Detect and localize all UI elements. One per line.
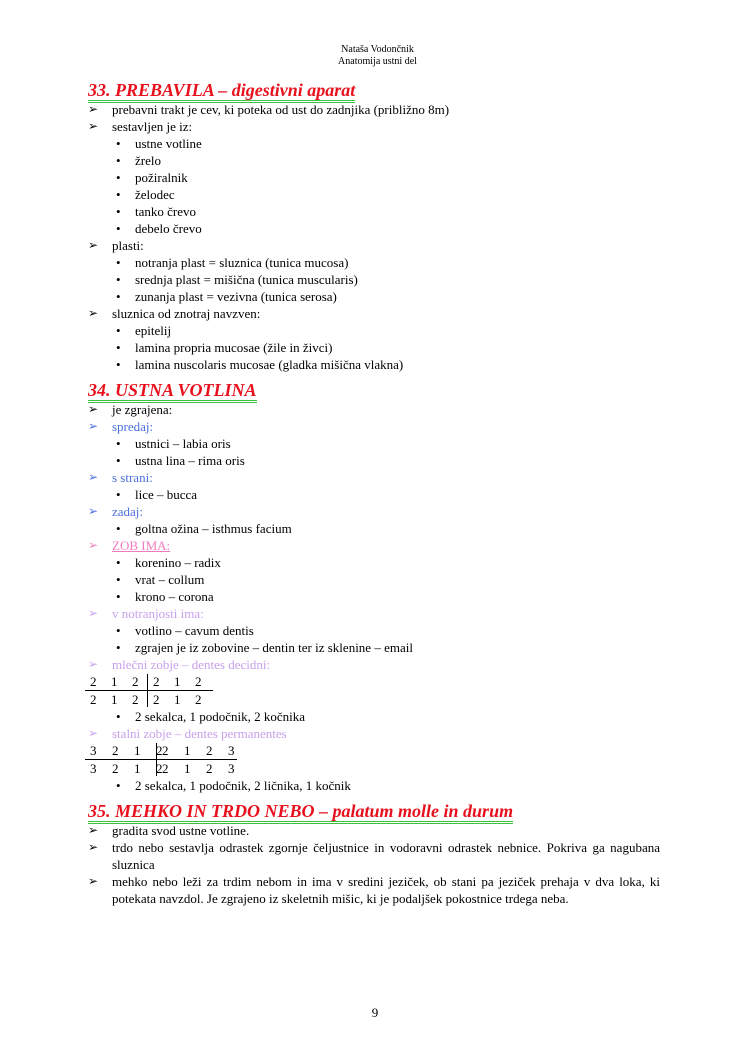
arrow-bullet-icon: ➢ <box>88 306 99 320</box>
list-item-text: lamina propria mucosae (žile in živci) <box>135 340 333 355</box>
list-item-text: je zgrajena: <box>112 402 173 417</box>
tooth-count: 2 <box>153 692 160 707</box>
arrow-bullet-icon: ➢ <box>88 470 99 484</box>
list-item-text: ustna lina – rima oris <box>135 453 245 468</box>
bullet-list-item <box>88 435 660 452</box>
bullet-list-item <box>88 777 660 794</box>
list-item-text: krono – corona <box>135 589 214 604</box>
list-item-text: notranja plast = sluznica (tunica mucosa) <box>135 255 349 270</box>
list-item-text: prebavni trakt je cev, ki poteka od ust do zadnjika (približno 8m) <box>112 102 450 117</box>
section-title: 34. USTNA VOTLINA <box>88 380 257 403</box>
arrow-bullet-icon: ➢ <box>88 874 99 888</box>
list-item-text: lamina nuscolaris mucosae (gladka mišična vlakna) <box>135 357 404 372</box>
bullet-icon: • <box>116 357 121 372</box>
arrow-list-item <box>88 839 660 873</box>
tooth-count: 2 <box>162 743 169 758</box>
tooth-count: 2 <box>156 743 163 758</box>
tooth-formula-row <box>85 760 237 777</box>
tooth-count: 3 <box>228 743 235 758</box>
bullet-icon: • <box>116 453 121 468</box>
section-heading <box>88 79 660 101</box>
tooth-count: 2 <box>162 761 169 776</box>
bullet-list-item <box>88 571 660 588</box>
list-item-text: požiralnik <box>135 170 188 185</box>
tooth-count: 2 <box>90 692 97 707</box>
arrow-bullet-icon: ➢ <box>88 823 99 837</box>
arrow-list-item <box>88 656 660 673</box>
bullet-icon: • <box>116 187 121 202</box>
tooth-count: 2 <box>132 674 139 689</box>
tooth-formula-divider <box>147 674 148 690</box>
list-item-text: vrat – collum <box>135 572 205 587</box>
page-header <box>0 44 750 68</box>
arrow-list-item <box>88 537 660 554</box>
header-subject: Anatomija ustni del <box>338 56 417 67</box>
bullet-list-item <box>88 186 660 203</box>
tooth-count: 1 <box>184 743 191 758</box>
bullet-icon: • <box>116 555 121 570</box>
list-item-text: votlino – cavum dentis <box>135 623 254 638</box>
arrow-bullet-icon: ➢ <box>88 726 99 740</box>
bullet-icon: • <box>116 778 121 793</box>
arrow-bullet-icon: ➢ <box>88 119 99 133</box>
arrow-list-item <box>88 822 660 839</box>
list-item-text: ustne votline <box>135 136 202 151</box>
tooth-count: 1 <box>174 674 181 689</box>
arrow-list-item <box>88 305 660 322</box>
list-item-text: zadaj: <box>112 504 144 519</box>
section-heading <box>88 800 660 822</box>
bullet-list-item <box>88 356 660 373</box>
list-item-text: srednja plast = mišična (tunica muscularis) <box>135 272 358 287</box>
section-title: 33. PREBAVILA – digestivni aparat <box>88 80 355 103</box>
list-item-text: spredaj: <box>112 419 154 434</box>
bullet-icon: • <box>116 709 121 724</box>
list-item-text: v notranjosti ima: <box>112 606 204 621</box>
list-item-text: zunanja plast = vezivna (tunica serosa) <box>135 289 337 304</box>
bullet-icon: • <box>116 255 121 270</box>
list-item-text: zgrajen je iz zobovine – dentin ter iz sklenine – email <box>135 640 413 655</box>
list-item-text: 2 sekalca, 1 podočnik, 2 ličnika, 1 kočnik <box>135 778 351 793</box>
bullet-list-item <box>88 288 660 305</box>
tooth-count: 1 <box>174 692 181 707</box>
tooth-formula-divider <box>147 691 148 707</box>
arrow-bullet-icon: ➢ <box>88 538 99 552</box>
bullet-list-item <box>88 135 660 152</box>
page-number: 9 <box>371 1005 379 1020</box>
bullet-icon: • <box>116 272 121 287</box>
arrow-list-item <box>88 418 660 435</box>
list-item-text: ustnici – labia oris <box>135 436 231 451</box>
bullet-icon: • <box>116 221 121 236</box>
bullet-icon: • <box>116 521 121 536</box>
arrow-bullet-icon: ➢ <box>88 657 99 671</box>
bullet-icon: • <box>116 323 121 338</box>
list-item-text: mehko nebo leži za trdim nebom in ima v sredini jeziček, ob stani pa jeziček prehaja v dva loka, ki potekata navzdol. Je zgrajeno iz skeletnih mišic, ki je podaljšek pokostnice trdega neba. <box>112 874 660 906</box>
bullet-icon: • <box>116 589 121 604</box>
bullet-list-item <box>88 203 660 220</box>
tooth-count: 3 <box>90 743 97 758</box>
list-item-text: žrelo <box>135 153 161 168</box>
bullet-list-item <box>88 271 660 288</box>
tooth-count: 1 <box>184 761 191 776</box>
bullet-list-item <box>88 254 660 271</box>
bullet-list-item <box>88 452 660 469</box>
tooth-count: 2 <box>195 674 202 689</box>
tooth-count: 2 <box>156 761 163 776</box>
list-item-text: goltna ožina – isthmus facium <box>135 521 292 536</box>
arrow-list-item <box>88 725 660 742</box>
bullet-list-item <box>88 520 660 537</box>
tooth-count: 2 <box>112 743 119 758</box>
bullet-list-item <box>88 554 660 571</box>
bullet-list-item <box>88 169 660 186</box>
bullet-icon: • <box>116 340 121 355</box>
bullet-list-item <box>88 220 660 237</box>
arrow-bullet-icon: ➢ <box>88 102 99 116</box>
bullet-icon: • <box>116 170 121 185</box>
bullet-list-item <box>88 639 660 656</box>
tooth-count: 2 <box>153 674 160 689</box>
tooth-count: 2 <box>195 692 202 707</box>
list-item-text: s strani: <box>112 470 153 485</box>
list-item-text: lice – bucca <box>135 487 198 502</box>
section-heading <box>88 379 660 401</box>
tooth-count: 3 <box>90 761 97 776</box>
bullet-list-item <box>88 322 660 339</box>
list-item-text: mlečni zobje – dentes decidni: <box>112 657 271 672</box>
tooth-count: 2 <box>132 692 139 707</box>
tooth-formula-row <box>85 742 237 760</box>
arrow-bullet-icon: ➢ <box>88 840 99 854</box>
bullet-list-item <box>88 622 660 639</box>
arrow-bullet-icon: ➢ <box>88 238 99 252</box>
document-body <box>88 79 660 907</box>
list-item-text: 2 sekalca, 1 podočnik, 2 kočnika <box>135 709 306 724</box>
bullet-icon: • <box>116 204 121 219</box>
tooth-count: 1 <box>111 692 118 707</box>
bullet-icon: • <box>116 623 121 638</box>
section-title: 35. MEHKO IN TRDO NEBO – palatum molle in durum <box>88 801 513 824</box>
list-item-text: trdo nebo sestavlja odrastek zgornje čeljustnice in vodoravni odrastek nebnice. Pokriva ga nagubana sluznica <box>112 840 660 872</box>
arrow-list-item <box>88 503 660 520</box>
bullet-list-item <box>88 486 660 503</box>
arrow-list-item <box>88 237 660 254</box>
bullet-icon: • <box>116 436 121 451</box>
tooth-count: 2 <box>112 761 119 776</box>
bullet-icon: • <box>116 136 121 151</box>
list-item-text: sluznica od znotraj navzven: <box>112 306 261 321</box>
bullet-list-item <box>88 152 660 169</box>
arrow-list-item <box>88 873 660 907</box>
list-item-text: debelo črevo <box>135 221 202 236</box>
list-item-text: epitelij <box>135 323 172 338</box>
list-item-text: sestavljen je iz: <box>112 119 193 134</box>
arrow-bullet-icon: ➢ <box>88 504 99 518</box>
arrow-list-item <box>88 101 660 118</box>
bullet-icon: • <box>116 640 121 655</box>
tooth-formula-row <box>85 691 213 708</box>
bullet-icon: • <box>116 289 121 304</box>
arrow-list-item <box>88 401 660 418</box>
bullet-list-item <box>88 339 660 356</box>
list-item-text: ZOB IMA: <box>112 538 171 553</box>
tooth-count: 3 <box>228 761 235 776</box>
tooth-formula-row <box>85 673 213 691</box>
bullet-list-item <box>88 588 660 605</box>
arrow-list-item <box>88 605 660 622</box>
bullet-icon: • <box>116 487 121 502</box>
arrow-bullet-icon: ➢ <box>88 606 99 620</box>
list-item-text: plasti: <box>112 238 144 253</box>
tooth-count: 2 <box>206 743 213 758</box>
header-author: Nataša Vodončnik <box>341 44 414 55</box>
bullet-list-item <box>88 708 660 725</box>
list-item-text: stalni zobje – dentes permanentes <box>112 726 287 741</box>
list-item-text: tanko črevo <box>135 204 197 219</box>
list-item-text: korenino – radix <box>135 555 221 570</box>
list-item-text: želodec <box>135 187 175 202</box>
tooth-count: 2 <box>206 761 213 776</box>
tooth-count: 1 <box>111 674 118 689</box>
list-item-text: gradita svod ustne votline. <box>112 823 250 838</box>
bullet-icon: • <box>116 153 121 168</box>
tooth-count: 2 <box>90 674 97 689</box>
arrow-bullet-icon: ➢ <box>88 419 99 433</box>
bullet-icon: • <box>116 572 121 587</box>
tooth-count: 1 <box>134 743 141 758</box>
tooth-formula-divider <box>156 760 157 776</box>
arrow-bullet-icon: ➢ <box>88 402 99 416</box>
tooth-count: 1 <box>134 761 141 776</box>
arrow-list-item <box>88 118 660 135</box>
tooth-formula-divider <box>156 743 157 759</box>
arrow-list-item <box>88 469 660 486</box>
